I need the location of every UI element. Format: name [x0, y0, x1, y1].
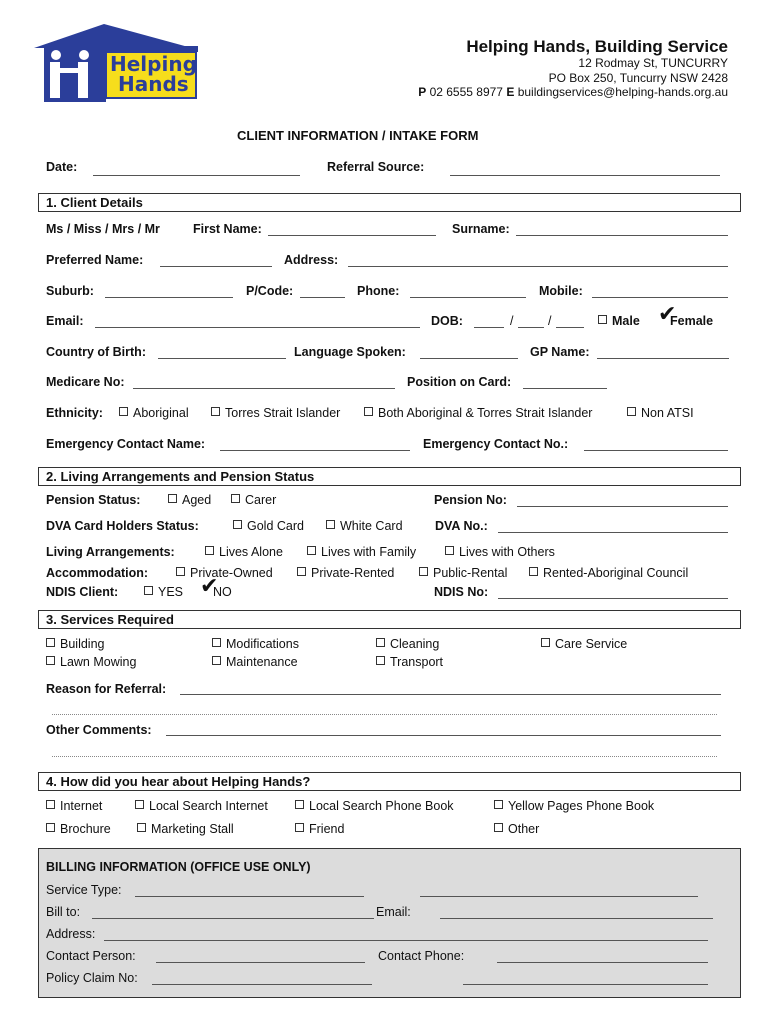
accom-private-owned-checkbox[interactable]: [176, 566, 273, 580]
option-label: Aboriginal: [133, 406, 189, 420]
lives-with-others-checkbox[interactable]: [445, 545, 555, 559]
option-label: Lives Alone: [219, 545, 283, 559]
org-phone: 02 6555 8977: [429, 85, 503, 99]
option-label: Friend: [309, 822, 345, 836]
billing-email-label: Email:: [376, 905, 411, 919]
language-label: Language Spoken:: [294, 345, 406, 359]
option-label: Aged: [182, 493, 212, 507]
section-how-did-you-hear-title: 4. How did you hear about Helping Hands?: [46, 774, 311, 789]
section-services-required-header: [38, 610, 741, 629]
section-client-details-title: 1. Client Details: [46, 195, 143, 210]
option-label: Maintenance: [226, 655, 298, 669]
org-name: Helping Hands, Building Service: [466, 37, 728, 56]
checkbox-icon: [46, 823, 55, 832]
emergency-contact-no-label: Emergency Contact No.:: [423, 437, 569, 451]
address-field[interactable]: [348, 266, 728, 267]
org-address-line1: 12 Rodmay St, TUNCURRY: [578, 56, 728, 70]
checkbox-icon: [231, 494, 240, 503]
dob-day-field[interactable]: [474, 327, 504, 328]
dva-white-card-checkbox[interactable]: [326, 519, 403, 533]
source-internet-checkbox[interactable]: [46, 799, 102, 813]
contact-phone-label: Contact Phone:: [378, 949, 465, 963]
source-yellow-pages-checkbox[interactable]: [494, 799, 654, 813]
option-label: Marketing Stall: [151, 822, 234, 836]
service-modifications-checkbox[interactable]: [212, 637, 299, 651]
ndis-no-option-label[interactable]: NO: [213, 585, 232, 599]
dob-slash-2: /: [548, 314, 552, 328]
medicare-field[interactable]: [133, 388, 395, 389]
female-checkmark-icon: ✔: [658, 302, 677, 327]
option-label: Lawn Mowing: [60, 655, 137, 669]
first-name-label: First Name:: [193, 222, 262, 236]
checkbox-icon: [211, 407, 220, 416]
ethnicity-label: Ethnicity:: [46, 406, 103, 420]
checkbox-icon: [494, 823, 503, 832]
accom-rented-aboriginal-checkbox[interactable]: [529, 566, 688, 580]
ethnicity-aboriginal-checkbox[interactable]: [119, 406, 189, 420]
suburb-label: Suburb:: [46, 284, 94, 298]
option-label: Gold Card: [247, 519, 304, 533]
option-label: Rented-Aboriginal Council: [543, 566, 689, 580]
dob-month-field[interactable]: [518, 327, 544, 328]
policy-claim-field-2[interactable]: [463, 984, 708, 985]
bill-to-field[interactable]: [92, 918, 374, 919]
dob-slash-1: /: [510, 314, 514, 328]
option-label: Brochure: [60, 822, 111, 836]
date-label: Date:: [46, 160, 78, 174]
section-living-arrangements-title: 2. Living Arrangements and Pension Status: [46, 469, 315, 484]
bill-to-label: Bill to:: [46, 905, 81, 919]
checkbox-icon: [46, 638, 55, 647]
referral-source-label: Referral Source:: [327, 160, 425, 174]
suburb-field[interactable]: [105, 297, 233, 298]
phone-prefix: P: [418, 85, 427, 99]
checkbox-icon: [445, 546, 454, 555]
checkbox-icon: [46, 800, 55, 809]
service-building-checkbox[interactable]: [46, 637, 104, 651]
checkbox-icon: [627, 407, 636, 416]
gp-name-label: GP Name:: [530, 345, 590, 359]
email-prefix: E: [506, 85, 515, 99]
email-label: Email:: [46, 314, 84, 328]
option-label: Local Search Phone Book: [309, 799, 454, 813]
billing-header: BILLING INFORMATION (OFFICE USE ONLY): [46, 860, 311, 874]
option-label: Other: [508, 822, 540, 836]
reason-for-referral-label: Reason for Referral:: [46, 682, 167, 696]
billing-address-field[interactable]: [104, 940, 708, 941]
pension-no-label: Pension No:: [434, 493, 507, 507]
option-label: Lives with Others: [459, 545, 555, 559]
position-on-card-label: Position on Card:: [407, 375, 512, 389]
source-brochure-checkbox[interactable]: [46, 822, 111, 836]
checkbox-icon: [176, 567, 185, 576]
checkbox-icon: [307, 546, 316, 555]
checkbox-icon: [168, 494, 177, 503]
pension-no-field[interactable]: [517, 506, 728, 507]
option-label: Modifications: [226, 637, 299, 651]
checkbox-icon: [46, 656, 55, 665]
source-local-search-internet-checkbox[interactable]: [135, 799, 268, 813]
source-friend-checkbox[interactable]: [295, 822, 344, 836]
service-cleaning-checkbox[interactable]: [376, 637, 439, 651]
option-label: YES: [158, 585, 184, 599]
female-label[interactable]: Female: [670, 314, 714, 328]
pension-carer-checkbox[interactable]: [231, 493, 276, 507]
option-label: Torres Strait Islander: [225, 406, 341, 420]
emergency-contact-name-field[interactable]: [220, 450, 410, 451]
checkbox-icon: [297, 567, 306, 576]
option-label: Building: [60, 637, 105, 651]
checkbox-icon: [212, 638, 221, 647]
contact-person-field[interactable]: [156, 962, 365, 963]
pension-aged-checkbox[interactable]: [168, 493, 211, 507]
referral-source-field[interactable]: [450, 175, 720, 176]
checkbox-icon: [364, 407, 373, 416]
ndis-no-field[interactable]: [498, 598, 728, 599]
option-label: Lives with Family: [321, 545, 417, 559]
checkbox-icon: [419, 567, 428, 576]
lives-with-family-checkbox[interactable]: [307, 545, 416, 559]
ethnicity-torres-strait-checkbox[interactable]: [211, 406, 340, 420]
dob-label: DOB:: [431, 314, 463, 328]
option-label: Private-Owned: [190, 566, 273, 580]
checkbox-icon: [295, 823, 304, 832]
date-field[interactable]: [93, 175, 300, 176]
phone-field[interactable]: [410, 297, 526, 298]
ndis-no-checkmark-icon: ✔: [200, 574, 219, 599]
email-field[interactable]: [95, 327, 420, 328]
option-label: Internet: [60, 799, 103, 813]
male-label: Male: [612, 314, 640, 328]
title-label: Ms / Miss / Mrs / Mr: [46, 222, 160, 236]
section-living-arrangements-header: [38, 467, 741, 486]
checkbox-icon: [326, 520, 335, 529]
checkbox-icon: [295, 800, 304, 809]
contact-person-label: Contact Person:: [46, 949, 136, 963]
pcode-field[interactable]: [300, 297, 345, 298]
service-type-field[interactable]: [135, 896, 364, 897]
emergency-contact-name-label: Emergency Contact Name:: [46, 437, 206, 451]
first-name-field[interactable]: [268, 235, 436, 236]
source-other-checkbox[interactable]: [494, 822, 539, 836]
service-type-field-2[interactable]: [420, 896, 698, 897]
accommodation-label: Accommodation:: [46, 566, 149, 580]
service-type-label: Service Type:: [46, 883, 122, 897]
option-label: Public-Rental: [433, 566, 508, 580]
policy-claim-label: Policy Claim No:: [46, 971, 138, 985]
option-label: Cleaning: [390, 637, 440, 651]
emergency-contact-no-field[interactable]: [584, 450, 728, 451]
org-email: buildingservices@helping-hands.org.au: [517, 85, 728, 99]
language-field[interactable]: [420, 358, 518, 359]
ndis-yes-checkbox[interactable]: [144, 585, 183, 599]
section-client-details-header: [38, 193, 741, 212]
mobile-field[interactable]: [592, 297, 728, 298]
ndis-no-label: NDIS No:: [434, 585, 489, 599]
living-arrangements-label: Living Arrangements:: [46, 545, 175, 559]
option-label: Transport: [390, 655, 444, 669]
service-transport-checkbox[interactable]: [376, 655, 443, 669]
contact-phone-field[interactable]: [497, 962, 708, 963]
checkbox-icon: [233, 520, 242, 529]
dva-status-label: DVA Card Holders Status:: [46, 519, 199, 533]
accom-private-rented-checkbox[interactable]: [297, 566, 394, 580]
gp-name-field[interactable]: [597, 358, 729, 359]
checkbox-icon: [376, 638, 385, 647]
checkbox-icon: [135, 800, 144, 809]
checkbox-icon: [137, 823, 146, 832]
option-label: Local Search Internet: [149, 799, 268, 813]
address-label: Address:: [284, 253, 339, 267]
section-services-required-title: 3. Services Required: [46, 612, 174, 627]
reason-for-referral-field[interactable]: [180, 694, 721, 695]
preferred-name-field[interactable]: [160, 266, 272, 267]
male-checkbox[interactable]: [598, 314, 640, 328]
pcode-label: P/Code:: [246, 284, 294, 298]
service-maintenance-checkbox[interactable]: [212, 655, 298, 669]
checkbox-icon: [598, 315, 607, 324]
preferred-name-label: Preferred Name:: [46, 253, 144, 267]
phone-label: Phone:: [357, 284, 400, 298]
org-contact-line: [418, 85, 728, 99]
form-title: CLIENT INFORMATION / INTAKE FORM: [237, 128, 479, 143]
dva-no-field[interactable]: [498, 532, 728, 533]
dva-gold-card-checkbox[interactable]: [233, 519, 304, 533]
checkbox-icon: [205, 546, 214, 555]
checkbox-icon: [144, 586, 153, 595]
dva-no-label: DVA No.:: [435, 519, 488, 533]
service-care-checkbox[interactable]: [541, 637, 627, 651]
option-label: Both Aboriginal & Torres Strait Islander: [378, 406, 593, 420]
checkbox-icon: [541, 638, 550, 647]
ethnicity-both-checkbox[interactable]: [364, 406, 592, 420]
surname-field[interactable]: [516, 235, 728, 236]
option-label: Yellow Pages Phone Book: [508, 799, 655, 813]
other-comments-label: Other Comments:: [46, 723, 152, 737]
dob-year-field[interactable]: [556, 327, 584, 328]
other-comments-field[interactable]: [166, 735, 721, 736]
logo-text-line2: Hands: [118, 72, 189, 96]
surname-label: Surname:: [452, 222, 510, 236]
medicare-label: Medicare No:: [46, 375, 125, 389]
section-how-did-you-hear-header: [38, 772, 741, 791]
checkbox-icon: [212, 656, 221, 665]
ethnicity-non-atsi-checkbox[interactable]: [627, 406, 694, 420]
country-of-birth-field[interactable]: [158, 358, 286, 359]
source-local-search-phone-book-checkbox[interactable]: [295, 799, 454, 813]
billing-email-field[interactable]: [440, 918, 713, 919]
option-label: White Card: [340, 519, 403, 533]
checkbox-icon: [529, 567, 538, 576]
policy-claim-field[interactable]: [152, 984, 372, 985]
checkbox-icon: [119, 407, 128, 416]
position-on-card-field[interactable]: [523, 388, 607, 389]
checkbox-icon: [376, 656, 385, 665]
option-label: Private-Rented: [311, 566, 395, 580]
ndis-client-label: NDIS Client:: [46, 585, 119, 599]
pension-status-label: Pension Status:: [46, 493, 141, 507]
lives-alone-checkbox[interactable]: [205, 545, 283, 559]
source-marketing-stall-checkbox[interactable]: [137, 822, 234, 836]
option-label: Care Service: [555, 637, 628, 651]
mobile-label: Mobile:: [539, 284, 583, 298]
option-label: Non ATSI: [641, 406, 694, 420]
other-comments-line-2[interactable]: [52, 756, 717, 757]
checkbox-icon: [494, 800, 503, 809]
service-lawn-mowing-checkbox[interactable]: [46, 655, 136, 669]
country-of-birth-label: Country of Birth:: [46, 345, 146, 359]
logo-text-line1: Helping: [110, 52, 197, 76]
billing-address-label: Address:: [46, 927, 96, 941]
accom-public-rental-checkbox[interactable]: [419, 566, 507, 580]
option-label: Carer: [245, 493, 277, 507]
org-address-line2: PO Box 250, Tuncurry NSW 2428: [548, 71, 728, 85]
reason-for-referral-line-2[interactable]: [52, 714, 717, 715]
